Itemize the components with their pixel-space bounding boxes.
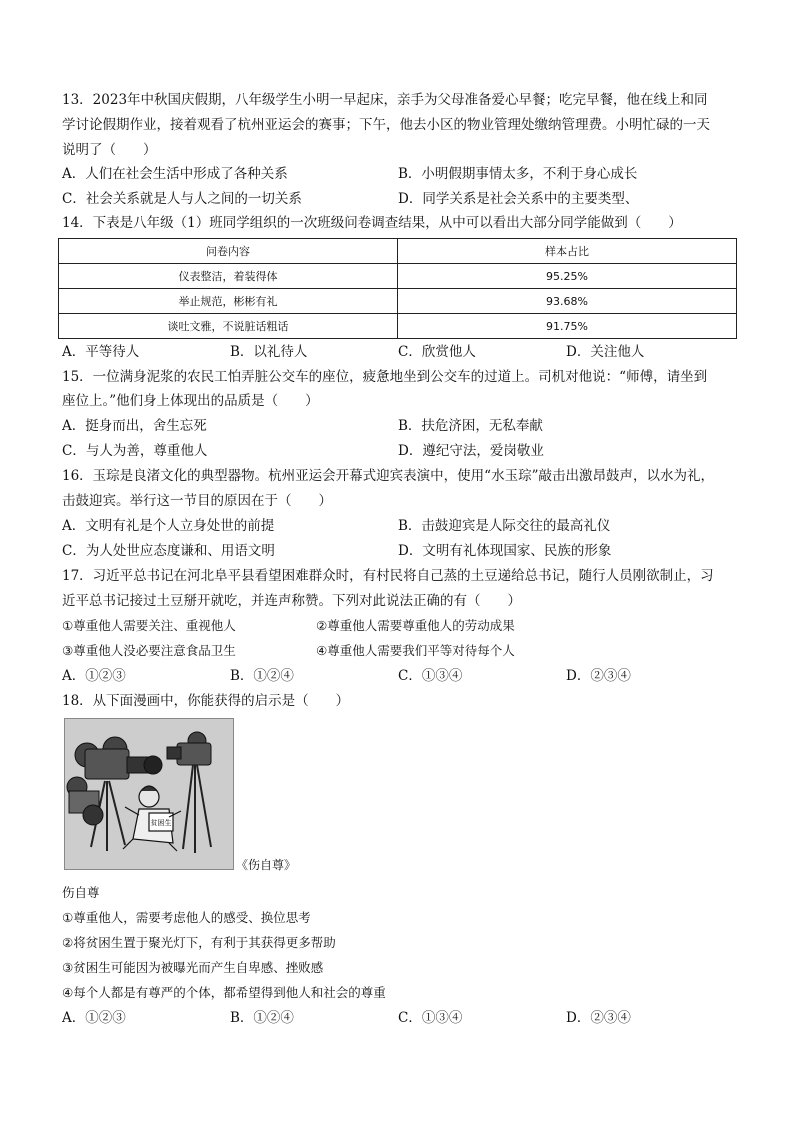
q17-statement-4: ④尊重他人需要我们平等对待每个人: [316, 643, 515, 658]
q13-stem-line-3: 说明了（ ）: [62, 142, 157, 158]
table-row: [59, 289, 737, 314]
q18-statement-2: ②将贫困生置于聚光灯下，有利于其获得更多帮助: [62, 935, 336, 950]
q14-option-b: B．以礼待人: [230, 344, 308, 360]
q16-stem-line-1: 16．玉琮是良渚文化的典型器物。杭州亚运会开幕式迎宾表演中，使用“水玉琮”敲击出激昂鼓声，以水为礼，: [62, 468, 714, 484]
q15-stem-line-2: 座位上。”他们身上体现出的品质是（ ）: [62, 393, 319, 409]
cartoon-illustration: [65, 719, 233, 869]
table-header-cell: 问卷内容: [59, 239, 398, 264]
q18-option-c: C．①③④: [398, 1010, 463, 1026]
q13-option-d: D．同学关系是社会关系中的主要类型、: [398, 191, 639, 207]
survey-table: [58, 238, 737, 339]
table-cell: 谈吐文雅，不说脏话粗话: [59, 314, 398, 339]
q18-statement-3: ③贫困生可能因为被曝光而产生自卑感、挫败感: [62, 960, 324, 975]
cartoon-caption: 《伤自尊》: [236, 858, 297, 872]
q13-option-c: C．社会关系就是人与人之间的一切关系: [62, 191, 302, 207]
table-row: [59, 264, 737, 289]
q17-option-d: D．②③④: [566, 668, 631, 684]
cartoon-image: [64, 718, 234, 870]
q15-option-b: B．扶危济困，无私奉献: [398, 418, 543, 434]
q15-option-c: C．与人为善，尊重他人: [62, 443, 208, 459]
q17-option-c: C．①③④: [398, 668, 463, 684]
table-cell: 举止规范，彬彬有礼: [59, 289, 398, 314]
q14-option-c: C．欣赏他人: [398, 344, 476, 360]
table-header-cell: 样本占比: [398, 239, 737, 264]
q17-option-b: B．①②④: [230, 668, 294, 684]
q18-option-a: A．①②③: [62, 1010, 126, 1026]
q17-statement-2: ②尊重他人需要尊重他人的劳动成果: [316, 618, 515, 633]
q18-option-d: D．②③④: [566, 1010, 631, 1026]
table-cell: 95.25%: [398, 264, 737, 289]
q17-statement-3: ③尊重他人没必要注意食品卫生: [62, 643, 236, 658]
q18-option-b: B．①②④: [230, 1010, 294, 1026]
q14-stem-line-1: 14．下表是八年级（1）班同学组织的一次班级问卷调查结果，从中可以看出大部分同学能做到（ ）: [62, 215, 682, 231]
q16-stem-line-2: 击鼓迎宾。举行这一节目的原因在于（ ）: [62, 493, 332, 509]
q15-option-a: A．挺身而出，舍生忘死: [62, 418, 207, 434]
q18-subtitle: 伤自尊: [62, 885, 100, 900]
q16-option-d: D．文明有礼体现国家、民族的形象: [398, 543, 612, 559]
cartoon-label: 贫困生: [150, 819, 172, 827]
q17-stem-line-2: 近平总书记接过土豆掰开就吃，并连声称赞。下列对此说法正确的有（ ）: [62, 593, 521, 609]
q17-stem-line-1: 17．习近平总书记在河北阜平县看望困难群众时，有村民将自己蒸的土豆递给总书记，随行人员刚欲制止，习: [62, 568, 714, 584]
table-row: [59, 314, 737, 339]
q15-stem-line-1: 15．一位满身泥浆的农民工怕弄脏公交车的座位，疲惫地坐到公交车的过道上。司机对他说：“师傅，请坐到: [62, 369, 708, 385]
q13-stem-line-2: 学讨论假期作业，接着观看了杭州亚运会的赛事；下午，他去小区的物业管理处缴纳管理费。小明忙碌的一天: [62, 117, 710, 133]
q13-option-b: B．小明假期事情太多，不利于身心成长: [398, 166, 638, 182]
q18-statement-4: ④每个人都是有尊严的个体，都希望得到他人和社会的尊重: [62, 985, 386, 1000]
table-header-row: [59, 239, 737, 264]
q16-option-b: B．击鼓迎宾是人际交往的最高礼仪: [398, 518, 611, 534]
q14-option-a: A．平等待人: [62, 344, 140, 360]
q18-statement-1: ①尊重他人，需要考虑他人的感受、换位思考: [62, 910, 311, 925]
table-cell: 91.75%: [398, 314, 737, 339]
q16-option-c: C．为人处世应态度谦和、用语文明: [62, 543, 275, 559]
q13-stem-line-1: 13．2023年中秋国庆假期，八年级学生小明一早起床，亲手为父母准备爱心早餐；吃完早餐，他在线上和同: [62, 92, 708, 108]
q15-option-d: D．遵纪守法，爱岗敬业: [398, 443, 544, 459]
q17-option-a: A．①②③: [62, 668, 126, 684]
q13-option-a: A．人们在社会生活中形成了各种关系: [62, 166, 288, 182]
q16-option-a: A．文明有礼是个人立身处世的前提: [62, 518, 275, 534]
q14-option-d: D．关注他人: [566, 344, 645, 360]
q17-statement-1: ①尊重他人需要关注、重视他人: [62, 618, 236, 633]
table-cell: 93.68%: [398, 289, 737, 314]
q18-stem-line-1: 18．从下面漫画中，你能获得的启示是（ ）: [62, 693, 350, 709]
table-cell: 仪表整洁，着装得体: [59, 264, 398, 289]
